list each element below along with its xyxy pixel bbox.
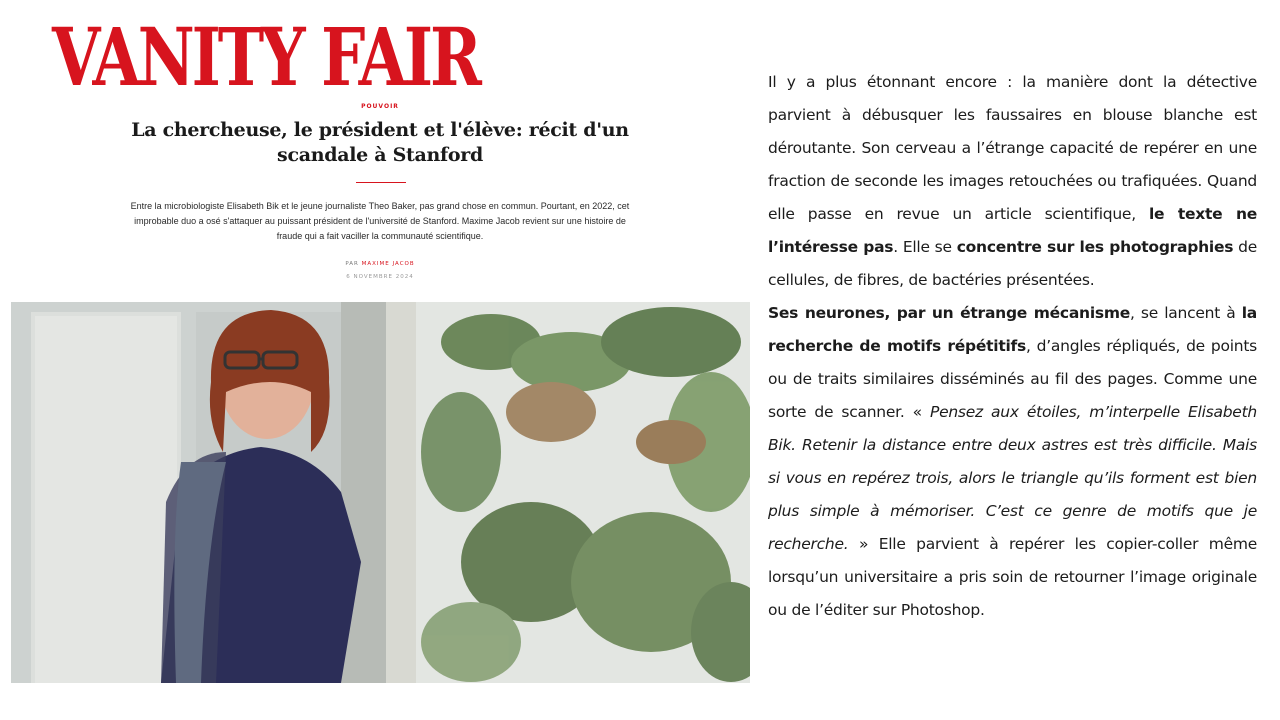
bold-run: concentre sur les photographies <box>956 238 1234 256</box>
article-headline: La chercheuse, le président et l'élève: récit d'un scandale à Stanford <box>131 119 629 166</box>
text-run: » Elle parvient à repérer les copier-coller même lorsqu’un universitaire a pris soin de retourner l’image originale ou de l’éditer sur Photoshop. <box>768 535 1257 619</box>
byline-author: MAXIME JACOB <box>361 261 415 267</box>
text-run: . Elle se <box>893 238 957 256</box>
article-body-excerpt <box>768 66 1257 627</box>
text-run: , se lancent à <box>1130 304 1242 322</box>
article-date: 6 NOVEMBRE 2024 <box>346 274 414 280</box>
text-run: de cellules, de fibres, de bactéries présentées. <box>768 238 1257 289</box>
bold-run: le texte ne l’intéresse pas <box>768 205 1257 256</box>
body-paragraph-2 <box>768 297 1257 627</box>
headline-divider <box>356 182 406 183</box>
body-paragraph-1 <box>768 66 1257 297</box>
portrait-photo <box>11 302 750 683</box>
section-kicker: POUVOIR <box>361 103 399 110</box>
vanity-fair-logo: VANITY FAIR <box>52 10 479 104</box>
portrait-photo-illustration <box>11 302 750 683</box>
bold-run: Ses neurones, par un étrange mécanisme <box>768 304 1131 322</box>
text-run: Il y a plus étonnant encore : la manière dont la détective parvient à débusquer les faussaires en blouse blanche est déroutante. Son cerveau a l’étrange capacité de repérer en une fraction de seconde les images retouchées ou trafiquées. Quand elle passe en revue un article scientifique, <box>768 73 1257 223</box>
article-standfirst: Entre la microbiologiste Elisabeth Bik et le jeune journaliste Theo Baker, pas grand chose en commun. Pourtant, en 2022, cet improbable duo a osé s'attaquer au puissant président de l'université de Stanford. Maxime Jacob revient sur une histoire de fraude qui a fait vaciller la communauté scientifique. <box>130 201 630 241</box>
byline-prefix: PAR <box>345 261 359 267</box>
italic-quote: Pensez aux étoiles, m’interpelle Elisabeth Bik. Retenir la distance entre deux astres est très difficile. Mais si vous en repérez trois, alors le triangle qu’ils forment est bien plus simple à mémoriser. C’est ce genre de motifs que je recherche. <box>768 403 1257 553</box>
byline <box>0 261 760 267</box>
bold-run: la recherche de motifs répétitifs <box>768 304 1257 355</box>
text-run: , d’angles répliqués, de points ou de traits similaires disséminés au fil des pages. Comme une sorte de scanner. « <box>768 337 1257 421</box>
